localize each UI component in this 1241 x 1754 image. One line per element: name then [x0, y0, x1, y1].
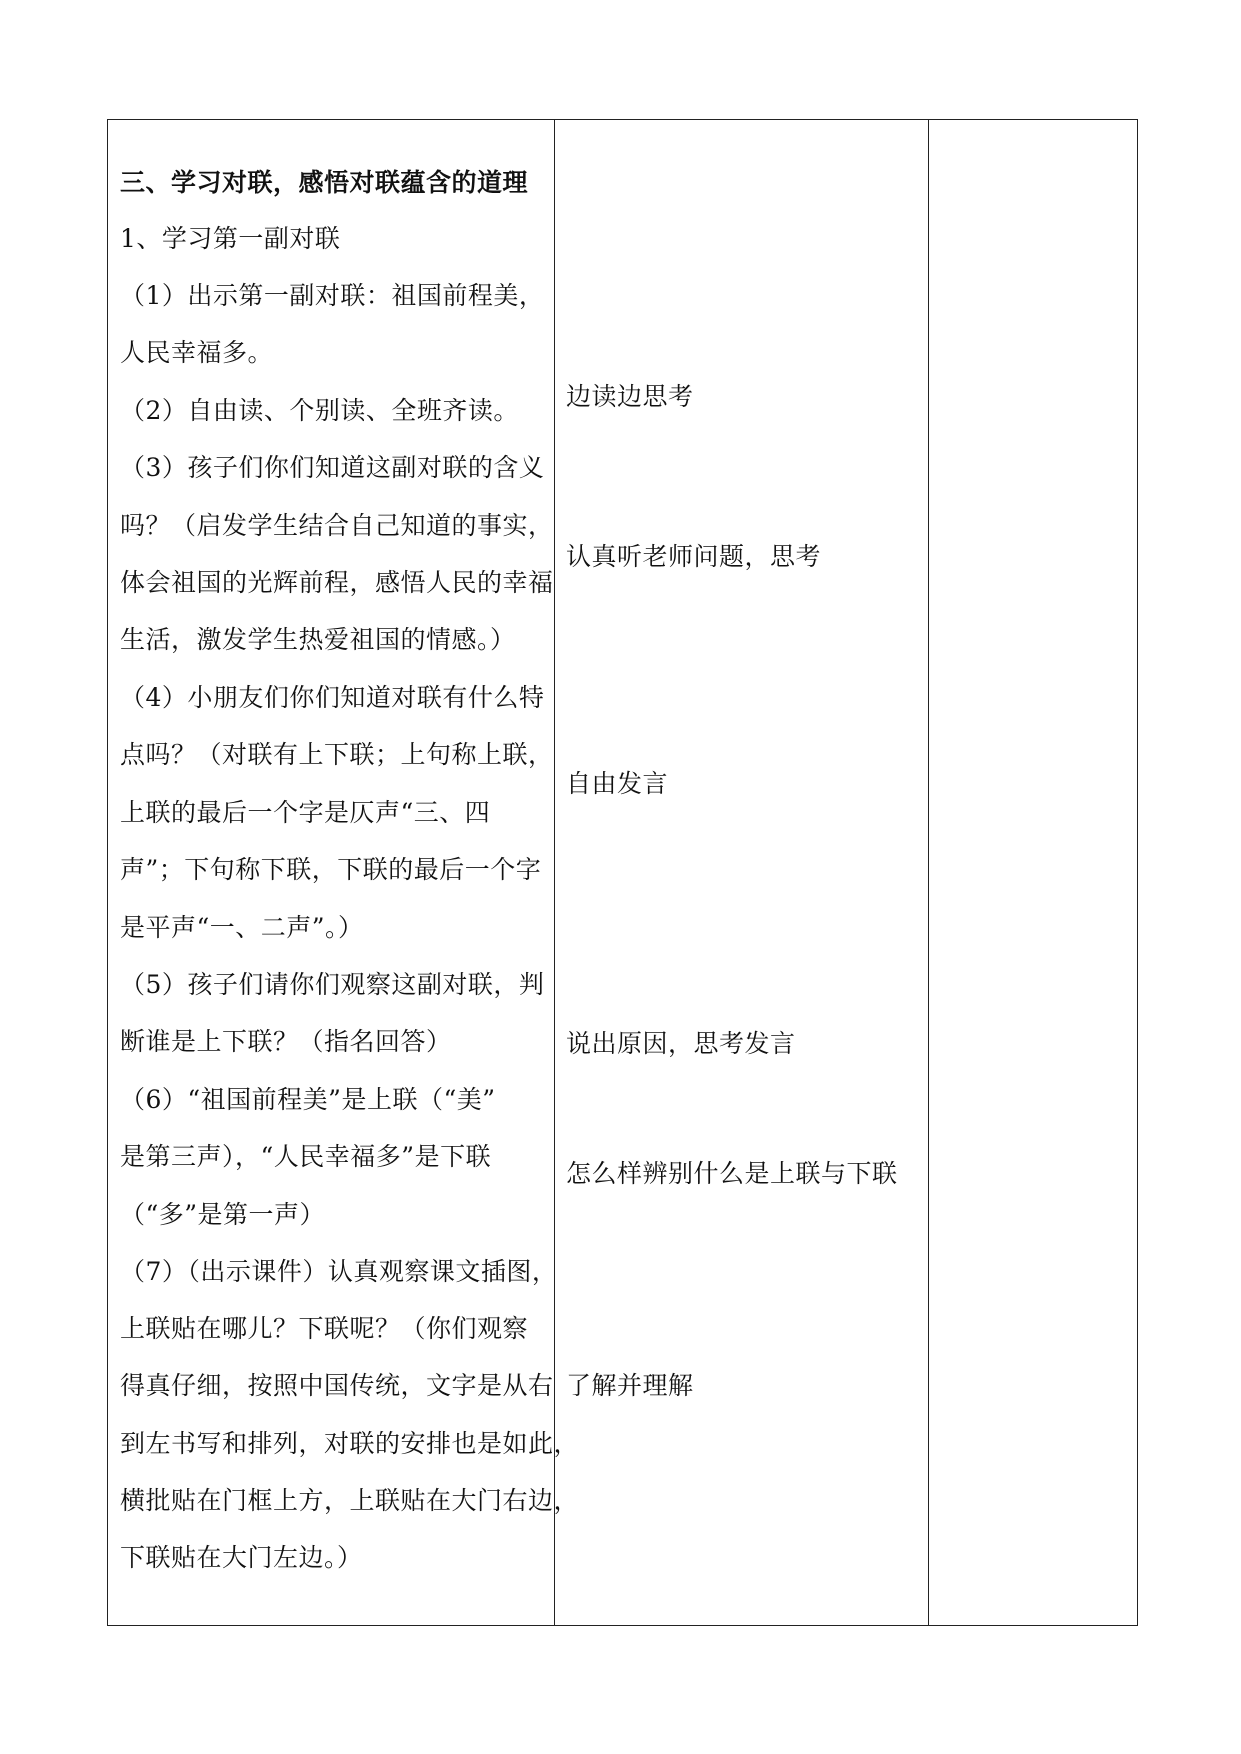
- lesson-text-line: 是第三声），“人民幸福多”是下联: [120, 1142, 492, 1171]
- lesson-text-line: （6）“祖国前程美”是上联（“美”: [120, 1085, 496, 1114]
- lesson-text-line: （1）出示第一副对联：祖国前程美，: [120, 281, 545, 310]
- lesson-text-line: 到左书写和排列，对联的安排也是如此，: [120, 1429, 580, 1458]
- lesson-text-line: （4）小朋友们你们知道对联有什么特: [120, 683, 545, 712]
- lesson-text-line: 上联的最后一个字是仄声“三、四: [120, 798, 491, 827]
- lesson-text-line: 上联贴在哪儿？下联呢？（你们观察: [120, 1314, 529, 1343]
- lesson-text-line: 得真仔细，按照中国传统，文字是从右: [120, 1371, 554, 1400]
- section-heading: 三、学习对联，感悟对联蕴含的道理: [120, 168, 529, 197]
- lesson-text-line: 吗？（启发学生结合自己知道的事实，: [120, 511, 554, 540]
- student-activity-text: 边读边思考: [566, 382, 694, 411]
- lesson-text-line: 声”；下句称下联，下联的最后一个字: [120, 855, 542, 884]
- lesson-text-line: 下联贴在大门左边。）: [120, 1543, 363, 1572]
- lesson-text-line: 断谁是上下联？（指名回答）: [120, 1027, 452, 1056]
- lesson-text-line: （5）孩子们请你们观察这副对联，判: [120, 970, 545, 999]
- lesson-text-line: 人民幸福多。: [120, 338, 274, 367]
- lesson-text-line: （3）孩子们你们知道这副对联的含义: [120, 453, 545, 482]
- lesson-text-line: 生活，激发学生热爱祖国的情感。）: [120, 625, 516, 654]
- lesson-text-line: 横批贴在门框上方，上联贴在大门右边，: [120, 1486, 580, 1515]
- column-divider: [928, 120, 929, 1625]
- lesson-text-line: 点吗？（对联有上下联；上句称上联，: [120, 740, 554, 769]
- lesson-text-line: （2）自由读、个别读、全班齐读。: [120, 396, 519, 425]
- student-activity-text: 怎么样辨别什么是上联与下联: [566, 1159, 898, 1188]
- column-divider: [554, 120, 555, 1625]
- lesson-text-line: 1、学习第一副对联: [120, 224, 341, 253]
- student-activity-text: 了解并理解: [566, 1371, 694, 1400]
- lesson-text-line: 体会祖国的光辉前程，感悟人民的幸福: [120, 568, 554, 597]
- lesson-text-line: （“多”是第一声）: [120, 1200, 326, 1229]
- lesson-text-line: 是平声“一、二声”。）: [120, 913, 364, 942]
- lesson-text-line: （7）（出示课件）认真观察课文插图，: [120, 1257, 558, 1286]
- student-activity-text: 自由发言: [566, 769, 669, 798]
- lesson-plan-table: [107, 119, 1138, 1626]
- student-activity-text: 说出原因，思考发言: [566, 1029, 796, 1058]
- student-activity-text: 认真听老师问题，思考: [566, 542, 822, 571]
